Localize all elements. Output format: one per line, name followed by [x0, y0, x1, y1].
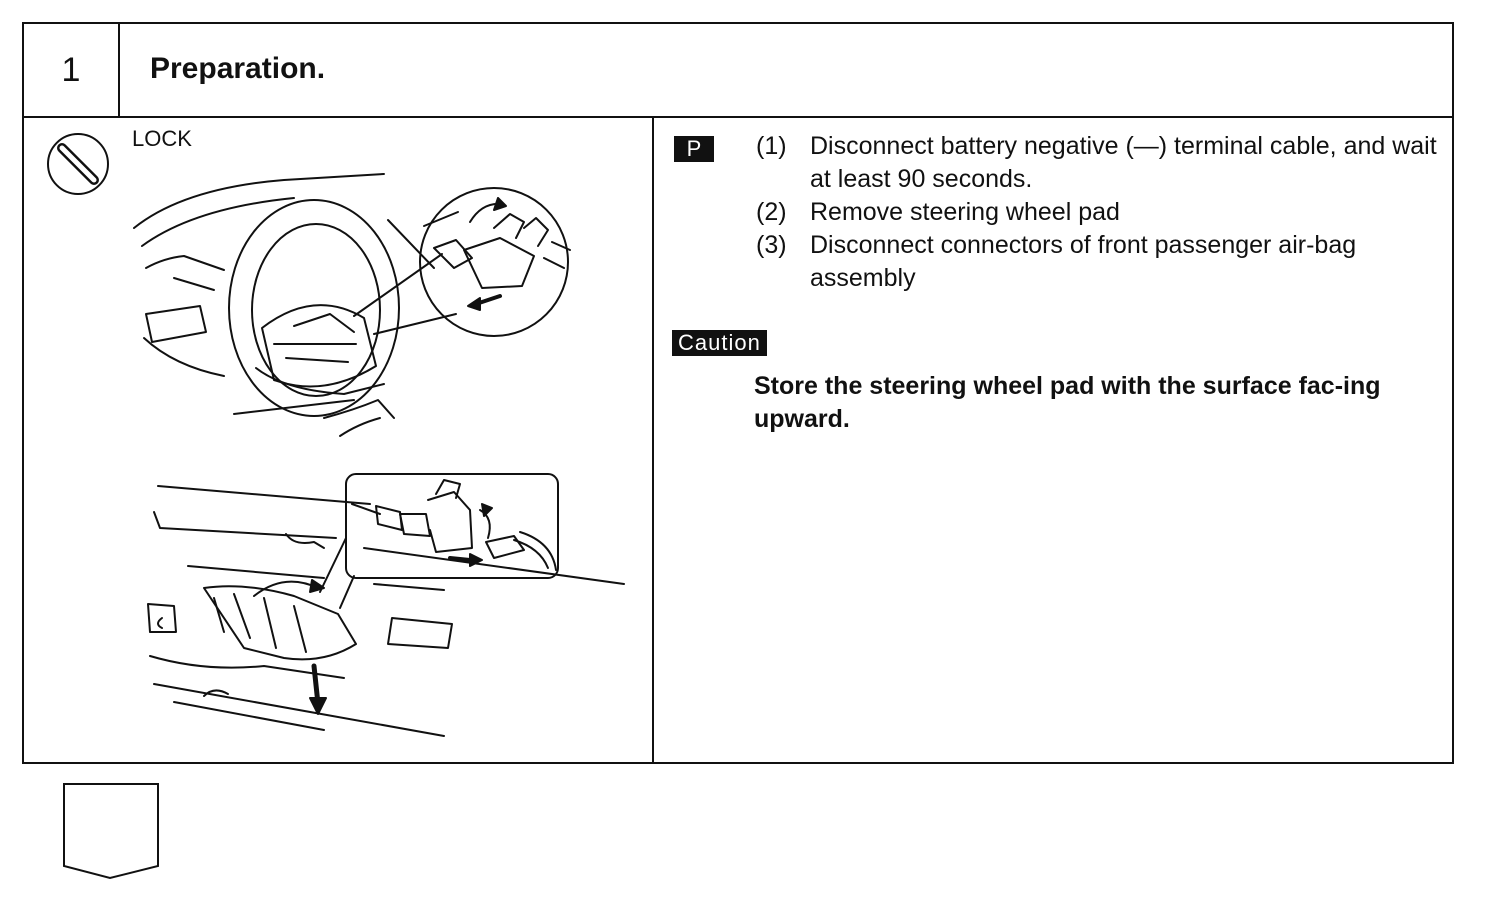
step-title: Preparation.	[150, 52, 326, 85]
connector-inset-upper	[354, 188, 570, 336]
step-text: Disconnect battery negative (—) terminal cable, and wait at least 90 seconds.	[810, 132, 1437, 193]
list-item	[756, 196, 1456, 229]
passenger-airbag-drawing	[148, 486, 624, 736]
section-tab-marker	[62, 782, 162, 882]
procedure-badge: P	[674, 136, 714, 162]
list-item	[756, 130, 1456, 196]
step-text: Remove steering wheel pad	[810, 198, 1120, 226]
instruction-panel	[672, 118, 1452, 762]
step-index: (3)	[756, 231, 787, 259]
steering-wheel-drawing	[134, 174, 458, 436]
procedure-sheet	[22, 22, 1454, 764]
caution-badge: Caution	[672, 330, 767, 356]
connector-inset-lower	[320, 474, 558, 608]
lock-label: LOCK	[132, 126, 192, 151]
step-header	[24, 24, 1452, 118]
step-text: Disconnect connectors of front passenger air-bag assembly	[810, 231, 1357, 292]
step-index: (2)	[756, 198, 787, 226]
list-item	[756, 229, 1456, 295]
step-number: 1	[24, 24, 120, 116]
illustration-panel	[24, 118, 654, 762]
step-index: (1)	[756, 132, 787, 160]
caution-text: Store the steering wheel pad with the surface fac-ing upward.	[754, 372, 1381, 433]
step-list	[756, 130, 1456, 295]
illustration	[24, 118, 652, 762]
ignition-lock-icon	[48, 134, 108, 194]
